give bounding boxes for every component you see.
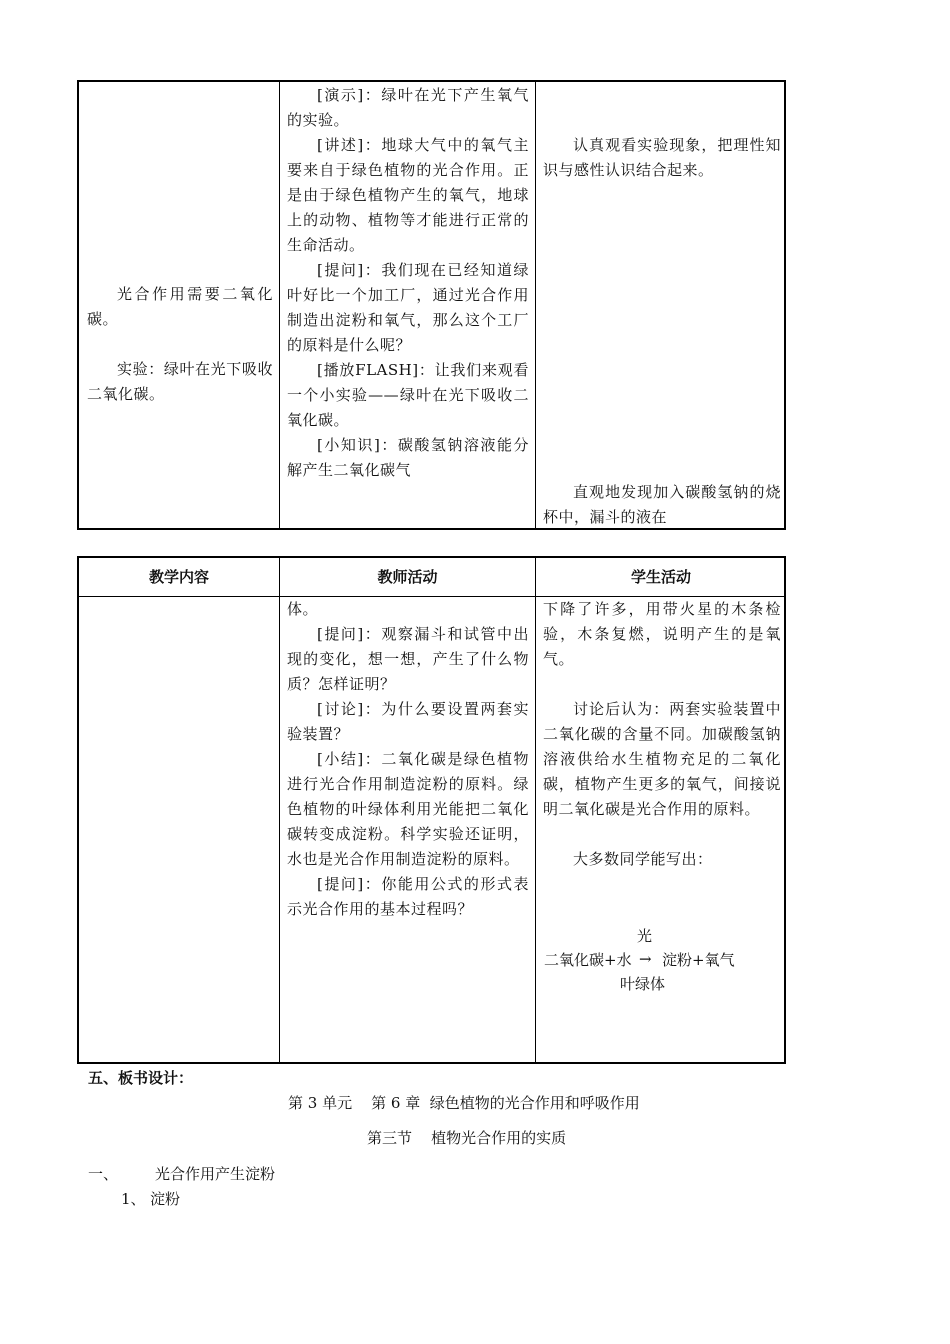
student-paragraph: 下降了许多，用带火星的木条检验，木条复燃，说明产生的是氧气。 (543, 600, 781, 668)
board-subitem-text: 淀粉 (150, 1190, 181, 1208)
header-student-activity: 学生活动 (630, 568, 691, 586)
teacher-paragraph: [提问]：我们现在已经知道绿叶好比一个加工厂，通过光合作用制造出淀粉和氧气，那么这个工厂的原料是什么呢？ (287, 261, 529, 354)
formula-arrow: → (639, 950, 652, 968)
student-paragraph: 大多数同学能写出： (573, 850, 713, 868)
column-divider (535, 558, 536, 1062)
column-divider (535, 82, 536, 528)
column-divider (279, 82, 280, 528)
content-paragraph: 实验：绿叶在光下吸收二氧化碳。 (87, 360, 273, 403)
teacher-paragraph: [讨论]：为什么要设置两套实验装置？ (287, 700, 529, 743)
teacher-paragraph: [演示]：绿叶在光下产生氧气的实验。 (287, 86, 529, 129)
column-divider (279, 558, 280, 1062)
lesson-table-1 (77, 80, 786, 530)
student-paragraph: 直观地发现加入碳酸氢钠的烧杯中，漏斗的液在 (543, 483, 781, 526)
teacher-activity-cell (287, 83, 529, 483)
formula-products: 淀粉+氧气 (662, 951, 735, 969)
board-item-text: 光合作用产生淀粉 (155, 1165, 276, 1183)
board-subitem-number: 1、 (121, 1190, 146, 1208)
student-activity-cell (543, 133, 781, 183)
teacher-paragraph: [小知识]：碳酸氢钠溶液能分解产生二氧化碳气 (287, 436, 529, 479)
teacher-paragraph: 体。 (287, 600, 319, 618)
content-cell (87, 282, 273, 407)
teacher-paragraph: [提问]：你能用公式的形式表示光合作用的基本过程吗？ (287, 875, 529, 918)
teacher-paragraph: [讲述]：地球大气中的氧气主要来自于绿色植物的光合作用。正是由于绿色植物产生的氧气，地球上的动物、植物等才能进行正常的生命活动。 (287, 136, 529, 254)
header-teaching-content: 教学内容 (148, 568, 209, 586)
student-paragraph: 讨论后认为：两套实验装置中二氧化碳的含量不同。加碳酸氢钠溶液供给水生植物充足的二氧化碳，植物产生更多的氧气，间接说明二氧化碳是光合作用的原料。 (543, 700, 781, 818)
formula-light: 光 (637, 927, 653, 945)
board-section-title: 第三节 植物光合作用的实质 (367, 1129, 567, 1147)
student-activity-cell (543, 480, 781, 530)
header-teacher-activity: 教师活动 (377, 568, 438, 586)
teacher-paragraph: [提问]：观察漏斗和试管中出现的变化，想一想，产生了什么物质？怎样证明？ (287, 625, 529, 693)
teacher-activity-cell (287, 597, 529, 922)
board-item-number: 一、 (88, 1165, 119, 1183)
lesson-table-2 (77, 556, 786, 1064)
board-chapter-title: 第 3 单元 第 6 章 绿色植物的光合作用和呼吸作用 (288, 1094, 640, 1112)
board-design-heading: 五、板书设计： (88, 1069, 194, 1087)
teacher-paragraph: [播放FLASH]：让我们来观看一个小实验——绿叶在光下吸收二氧化碳。 (287, 361, 529, 429)
teacher-paragraph: [小结]：二氧化碳是绿色植物进行光合作用制造淀粉的原料。绿色植物的叶绿体利用光能把二氧化碳转变成淀粉。科学实验还证明，水也是光合作用制造淀粉的原料。 (287, 750, 529, 868)
formula-reactants: 二氧化碳+水 (544, 951, 632, 969)
student-paragraph: 认真观看实验现象，把理性知识与感性认识结合起来。 (543, 136, 781, 179)
content-paragraph: 光合作用需要二氧化碳。 (87, 285, 273, 328)
formula-chloroplast: 叶绿体 (620, 975, 666, 993)
student-activity-cell (543, 597, 781, 872)
